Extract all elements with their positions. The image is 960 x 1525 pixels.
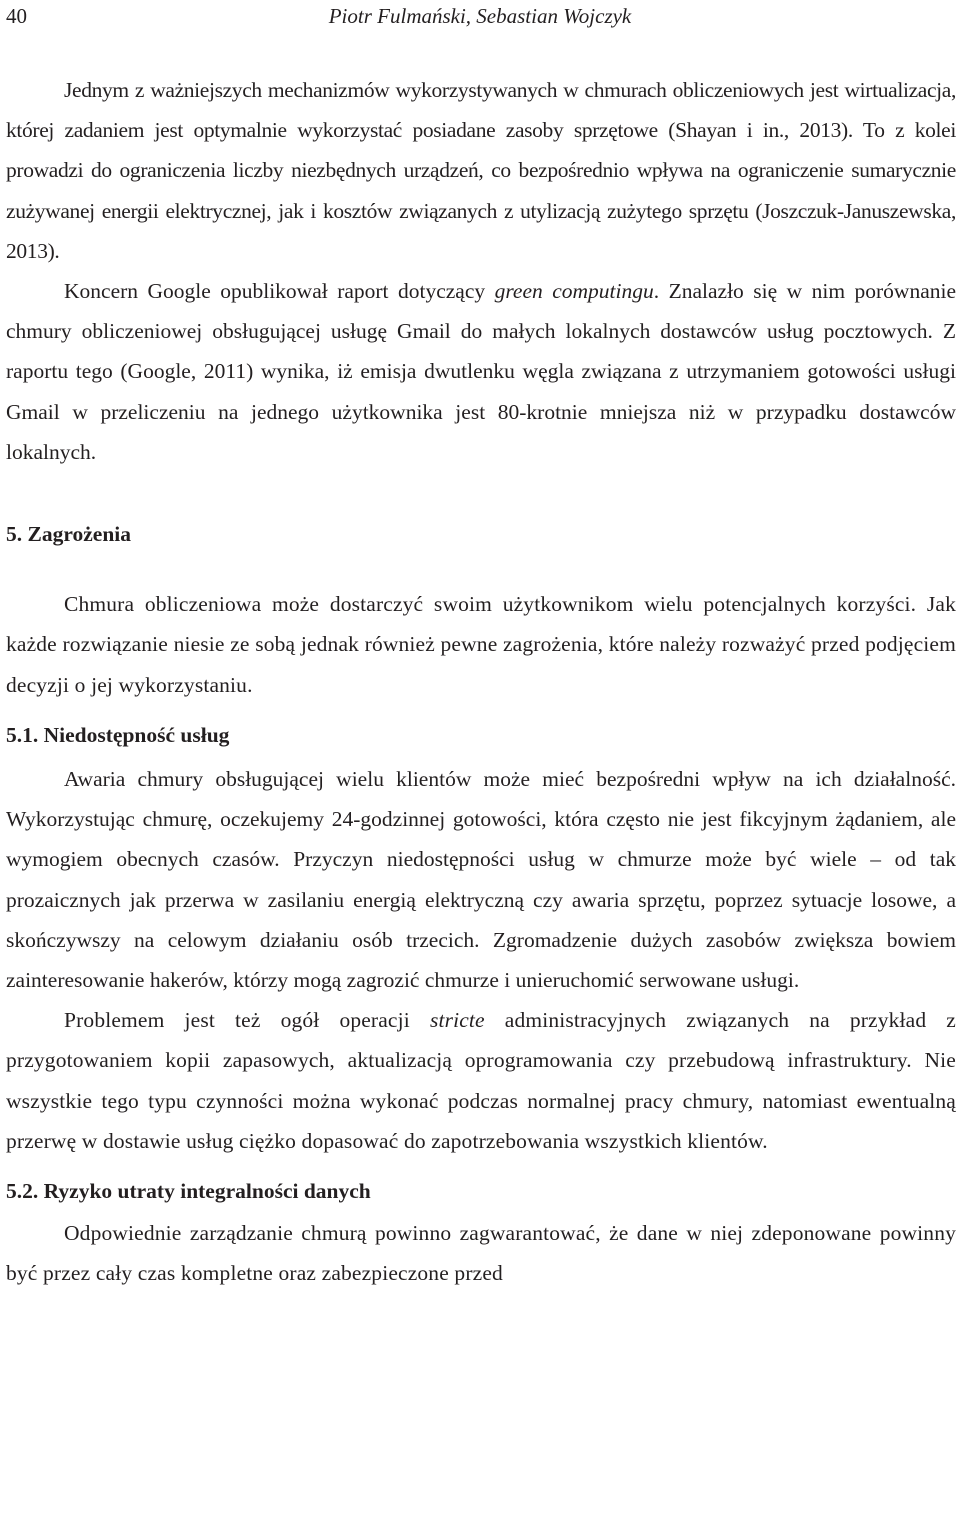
text-run: Problemem jest też ogół operacji [64,1008,430,1033]
running-header-authors: Piotr Fulmański, Sebastian Wojczyk [328,4,632,28]
paragraph: Odpowiednie zarządzanie chmurą powinno zagwarantować, że dane w niej zdeponowane powinny być przez cały czas kompletne oraz zabezpieczone przed [6,1221,956,1286]
italic-term: stricte [429,1008,485,1033]
italic-term: green computingu [494,279,654,304]
paragraph: Awaria chmury obsługującej wielu klientów może mieć bezpośredni wpływ na ich działalność. Wykorzystując chmurę, oczekujemy 24-godzinnej gotowości, która często nie jest fikcyjnym żądaniem, ale wymogiem obecnych czasów. Przyczyn niedostępności usług w chmurze może być wiele – od tak prozaicznych jak przerwa w zasilaniu energią elektryczną czy awaria sprzętu, poprzez sytuacje losowe, a skończywszy na celowym działaniu osób trzecich. Zgromadzenie dużych zasobów zwiększa bowiem zainteresowanie hakerów, którzy mogą zagrozić chmurze i unieruchomić serwowane usługi. [6,767,956,993]
text-run: Koncern Google opublikował raport dotyczący [64,279,495,304]
paragraph [6,1000,956,1161]
paragraph: Jednym z ważniejszych mechanizmów wykorzystywanych w chmurach obliczeniowych jest wirtualizacja, której zadaniem jest optymalnie wykorzystać posiadane zasoby sprzętowe (Shayan i in., 2013). To z kolei prowadzi do ograniczenia liczby niezbędnych urządzeń, co bezpośrednio wpływa na ograniczenie sumarycznie zużywanej energii elektrycznej, jak i kosztów związanych z utylizacją zużytego sprzętu (Joszczuk-Januszewska, 2013). [6,78,956,263]
section-heading: 5. Zagrożenia [6,522,132,547]
text-run: . Znalazło się w nim porównanie chmury obliczeniowej obsługującej usługę Gmail do małych lokalnych dostawców usług pocztowych. Z raportu tego (Google, 2011) wynika, iż emisja dwutlenku węgla związana z utrzymaniem gotowości usługi Gmail w przeliczeniu na jednego użytkownika jest 80-krotnie mniejsza niż w przypadku dostawców lokalnych. [6,279,956,464]
subsection-heading: 5.2. Ryzyko utraty integralności danych [6,1179,371,1204]
document-body [6,70,956,1294]
paragraph: Chmura obliczeniowa może dostarczyć swoim użytkownikom wielu potencjalnych korzyści. Jak każde rozwiązanie niesie ze sobą jednak również pewne zagrożenia, które należy rozważyć przed podjęciem decyzji o jej wykorzystaniu. [6,592,956,697]
page-number: 40 [6,4,27,28]
text-run: administracyjnych związanych na przykład z przygotowaniem kopii zapasowych, aktualizacją oprogramowania czy przebudową infrastruktury. Nie wszystkie tego typu czynności można wykonać podczas normalnej pracy chmury, natomiast ewentualną przerwę w dostawie usług ciężko dopasować do zapotrzebowania wszystkich klientów. [6,1008,956,1153]
running-header [6,4,954,30]
paragraph [6,271,956,472]
subsection-heading: 5.1. Niedostępność usług [6,722,230,747]
